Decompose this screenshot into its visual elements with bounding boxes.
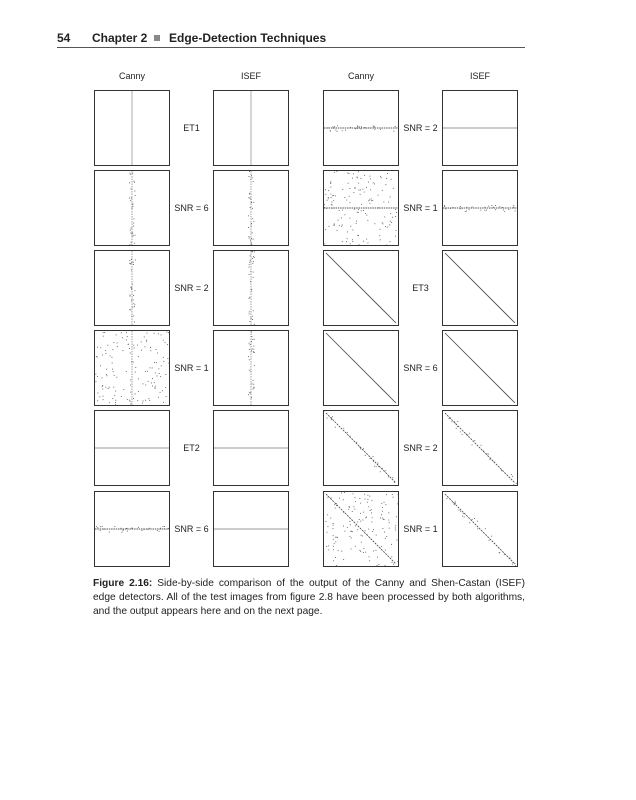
running-header: [57, 29, 525, 48]
edge-output-panel: [213, 170, 289, 246]
edge-output-panel: [323, 410, 399, 486]
row-label-left: SNR = 6: [174, 203, 209, 213]
column-label-canny-1: Canny: [118, 71, 145, 81]
edge-output-panel: [323, 170, 399, 246]
edge-output-panel: [94, 330, 170, 406]
row-label-left: ET1: [183, 123, 200, 133]
edge-image: [214, 331, 288, 405]
edge-image: [95, 492, 169, 566]
row-label-right: SNR = 6: [403, 363, 438, 373]
separator-square-icon: [154, 35, 160, 41]
edge-image: [214, 251, 288, 325]
edge-output-panel: [213, 330, 289, 406]
chapter-title: Edge-Detection Techniques: [169, 31, 327, 45]
edge-image: [324, 91, 398, 165]
edge-output-panel: [94, 250, 170, 326]
page-number: 54: [57, 31, 71, 45]
edge-output-panel: [323, 491, 399, 567]
edge-output-panel: [213, 410, 289, 486]
edge-image: [324, 171, 398, 245]
caption-label: Figure 2.16:: [93, 578, 153, 589]
edge-image: [214, 411, 288, 485]
edge-output-panel: [213, 250, 289, 326]
row-label-right: SNR = 2: [403, 123, 438, 133]
row-label-right: ET3: [412, 283, 429, 293]
row-label-right: SNR = 1: [403, 524, 438, 534]
column-label-isef-1: ISEF: [240, 71, 261, 81]
edge-image: [443, 411, 517, 485]
row-label-right: SNR = 2: [403, 443, 438, 453]
edge-image: [95, 91, 169, 165]
edge-image: [95, 251, 169, 325]
row-label-left: SNR = 2: [174, 283, 209, 293]
edge-image: [443, 492, 517, 566]
edge-image: [443, 171, 517, 245]
edge-output-panel: [323, 330, 399, 406]
row-label-right: SNR = 1: [403, 203, 438, 213]
edge-output-panel: [442, 170, 518, 246]
column-label-canny-2: Canny: [347, 71, 374, 81]
edge-output-panel: [442, 491, 518, 567]
edge-image: [443, 91, 517, 165]
edge-image: [214, 492, 288, 566]
edge-output-panel: [94, 90, 170, 166]
edge-image: [95, 171, 169, 245]
column-label-isef-2: ISEF: [469, 71, 490, 81]
edge-image: [324, 331, 398, 405]
edge-output-panel: [213, 90, 289, 166]
edge-image: [324, 251, 398, 325]
edge-image: [214, 171, 288, 245]
edge-image: [324, 492, 398, 566]
row-label-left: SNR = 1: [174, 363, 209, 373]
edge-output-panel: [213, 491, 289, 567]
edge-image: [324, 411, 398, 485]
edge-output-panel: [94, 491, 170, 567]
caption-text: Side-by-side comparison of the output of the Canny and Shen-Castan (ISEF) edge detectors. All of the test images from figure 2.8 have been processed by both algorithms, and the output appears here and on the next page.: [93, 578, 525, 617]
edge-output-panel: [94, 170, 170, 246]
edge-output-panel: [323, 250, 399, 326]
row-label-left: ET2: [183, 443, 200, 453]
edge-output-panel: [94, 410, 170, 486]
edge-image: [214, 91, 288, 165]
figure-caption: [93, 577, 525, 619]
edge-image: [95, 331, 169, 405]
edge-output-panel: [442, 330, 518, 406]
edge-output-panel: [442, 250, 518, 326]
edge-image: [443, 331, 517, 405]
edge-output-panel: [442, 90, 518, 166]
edge-output-panel: [323, 90, 399, 166]
edge-output-panel: [442, 410, 518, 486]
row-label-left: SNR = 6: [174, 524, 209, 534]
edge-image: [443, 251, 517, 325]
chapter-number: Chapter 2: [92, 31, 148, 45]
edge-image: [95, 411, 169, 485]
